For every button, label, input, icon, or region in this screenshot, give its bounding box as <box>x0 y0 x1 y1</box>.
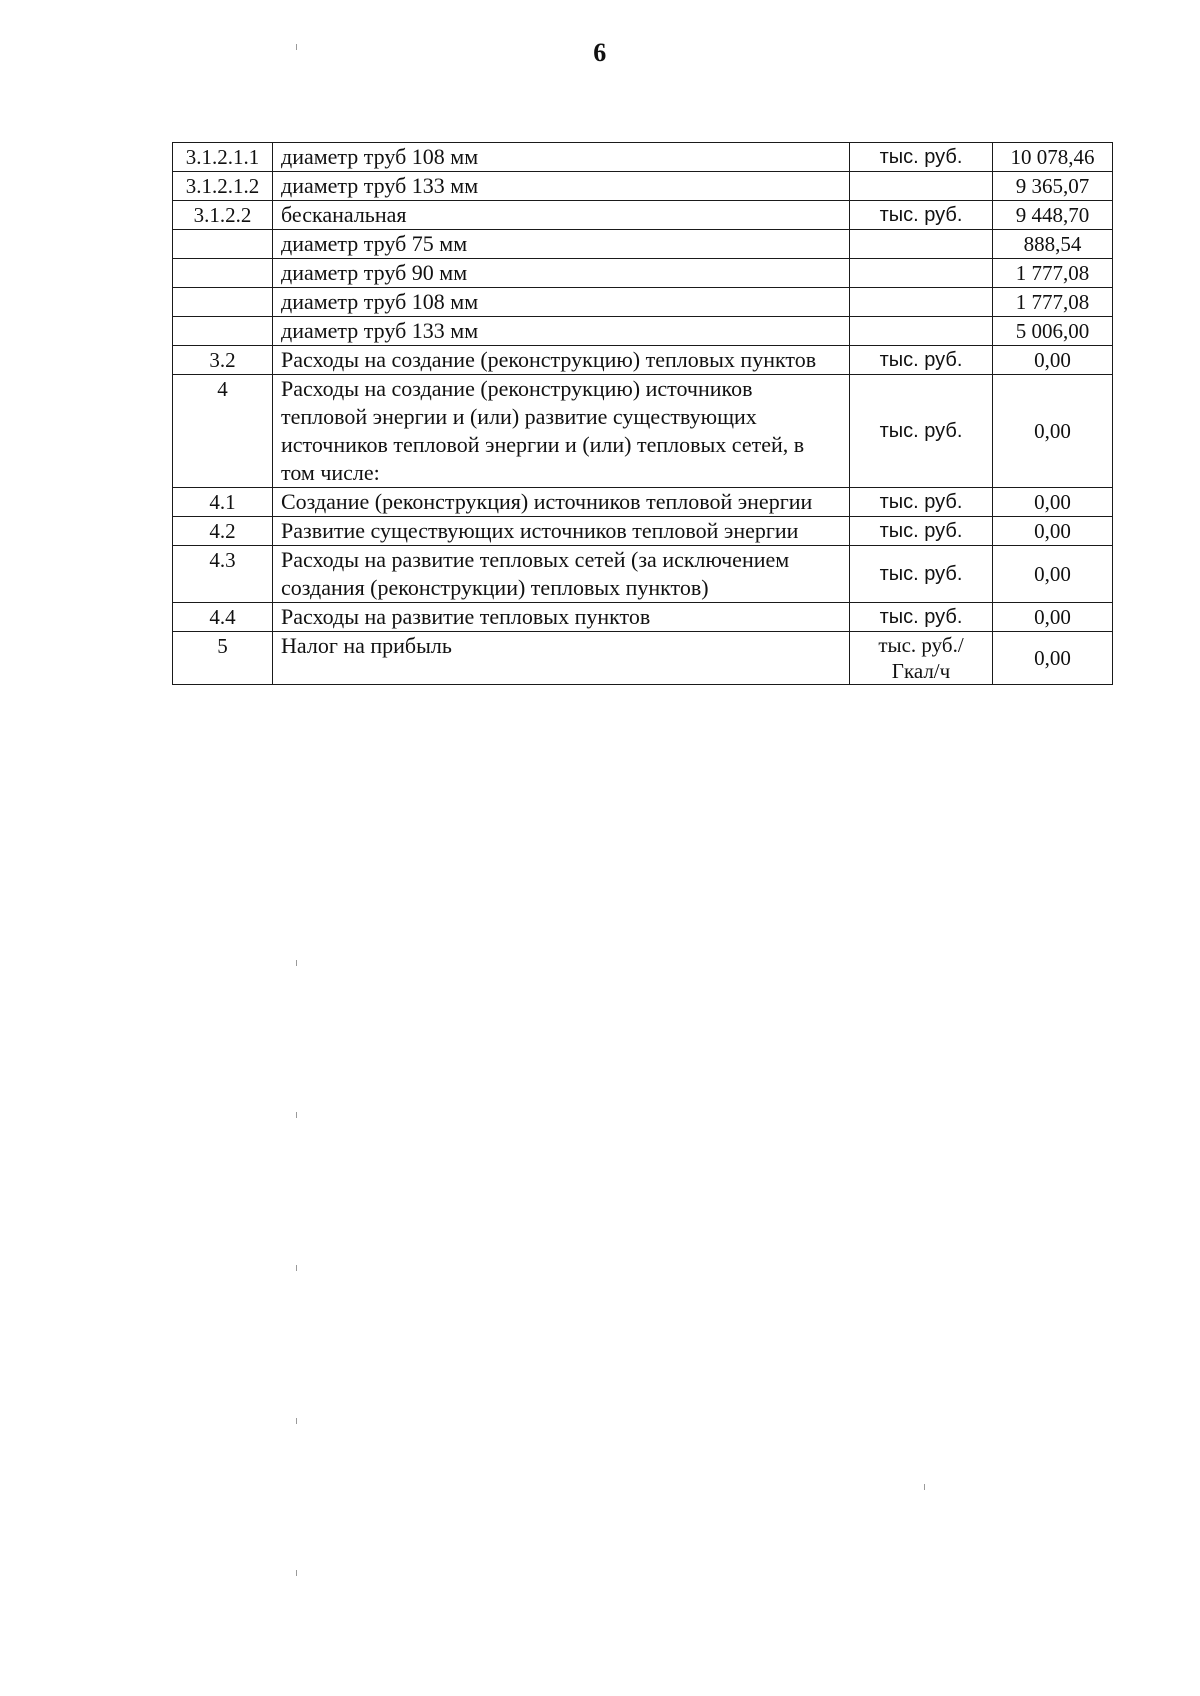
row-number: 4.1 <box>173 488 273 517</box>
scan-speck <box>924 1484 925 1490</box>
scan-speck <box>296 1570 297 1576</box>
row-value: 0,00 <box>993 375 1113 488</box>
table-row <box>173 201 1113 230</box>
row-unit <box>850 259 993 288</box>
row-unit <box>850 230 993 259</box>
row-name: Расходы на создание (реконструкцию) источников тепловой энергии и (или) развитие существующих источников тепловой энергии и (или) тепловых сетей, в том числе: <box>273 375 850 488</box>
row-unit <box>850 317 993 346</box>
table-row <box>173 603 1113 632</box>
row-unit <box>850 288 993 317</box>
row-value: 888,54 <box>993 230 1113 259</box>
scan-speck <box>296 1265 297 1271</box>
row-value: 9 365,07 <box>993 172 1113 201</box>
row-unit <box>850 172 993 201</box>
row-value: 0,00 <box>993 346 1113 375</box>
row-name: диаметр труб 75 мм <box>273 230 850 259</box>
row-name: Налог на прибыль <box>273 632 850 685</box>
row-value: 9 448,70 <box>993 201 1113 230</box>
row-value: 0,00 <box>993 603 1113 632</box>
row-name: диаметр труб 133 мм <box>273 317 850 346</box>
table-row <box>173 288 1113 317</box>
row-unit: тыс. руб. <box>850 143 993 172</box>
row-value: 1 777,08 <box>993 288 1113 317</box>
row-value: 0,00 <box>993 517 1113 546</box>
table-row <box>173 172 1113 201</box>
table-row <box>173 259 1113 288</box>
row-name: Создание (реконструкция) источников тепловой энергии <box>273 488 850 517</box>
scan-speck <box>296 1112 297 1118</box>
row-value: 0,00 <box>993 488 1113 517</box>
cost-table <box>172 142 1113 685</box>
row-name: диаметр труб 108 мм <box>273 143 850 172</box>
row-number: 3.1.2.2 <box>173 201 273 230</box>
row-number: 4 <box>173 375 273 488</box>
page-number: 6 <box>593 38 607 67</box>
table-row <box>173 346 1113 375</box>
scan-speck <box>296 1418 297 1424</box>
row-name: диаметр труб 90 мм <box>273 259 850 288</box>
row-unit: тыс. руб. <box>850 346 993 375</box>
scan-speck <box>296 44 297 50</box>
row-number: 5 <box>173 632 273 685</box>
table-row <box>173 143 1113 172</box>
scan-speck <box>296 960 297 966</box>
row-value: 10 078,46 <box>993 143 1113 172</box>
row-unit: тыс. руб. <box>850 201 993 230</box>
row-name: Расходы на развитие тепловых сетей (за исключением создания (реконструкции) тепловых пунктов) <box>273 546 850 603</box>
table-row <box>173 546 1113 603</box>
row-number <box>173 259 273 288</box>
table-row <box>173 488 1113 517</box>
row-number: 4.4 <box>173 603 273 632</box>
table-row <box>173 317 1113 346</box>
row-unit: тыс. руб./Гкал/ч <box>850 632 993 685</box>
table-row <box>173 632 1113 685</box>
table-row <box>173 517 1113 546</box>
row-name: Расходы на развитие тепловых пунктов <box>273 603 850 632</box>
row-name: диаметр труб 133 мм <box>273 172 850 201</box>
row-number: 3.1.2.1.2 <box>173 172 273 201</box>
row-number: 4.2 <box>173 517 273 546</box>
row-number <box>173 317 273 346</box>
row-number <box>173 288 273 317</box>
row-number: 4.3 <box>173 546 273 603</box>
row-value: 0,00 <box>993 546 1113 603</box>
row-value: 0,00 <box>993 632 1113 685</box>
row-name: диаметр труб 108 мм <box>273 288 850 317</box>
row-value: 5 006,00 <box>993 317 1113 346</box>
row-unit: тыс. руб. <box>850 603 993 632</box>
row-unit: тыс. руб. <box>850 517 993 546</box>
row-unit: тыс. руб. <box>850 375 993 488</box>
row-number: 3.1.2.1.1 <box>173 143 273 172</box>
table-row <box>173 230 1113 259</box>
row-unit: тыс. руб. <box>850 546 993 603</box>
row-unit: тыс. руб. <box>850 488 993 517</box>
row-value: 1 777,08 <box>993 259 1113 288</box>
row-name: Развитие существующих источников тепловой энергии <box>273 517 850 546</box>
row-number <box>173 230 273 259</box>
table-row <box>173 375 1113 488</box>
row-name: Расходы на создание (реконструкцию) тепловых пунктов <box>273 346 850 375</box>
row-name: бесканальная <box>273 201 850 230</box>
row-number: 3.2 <box>173 346 273 375</box>
